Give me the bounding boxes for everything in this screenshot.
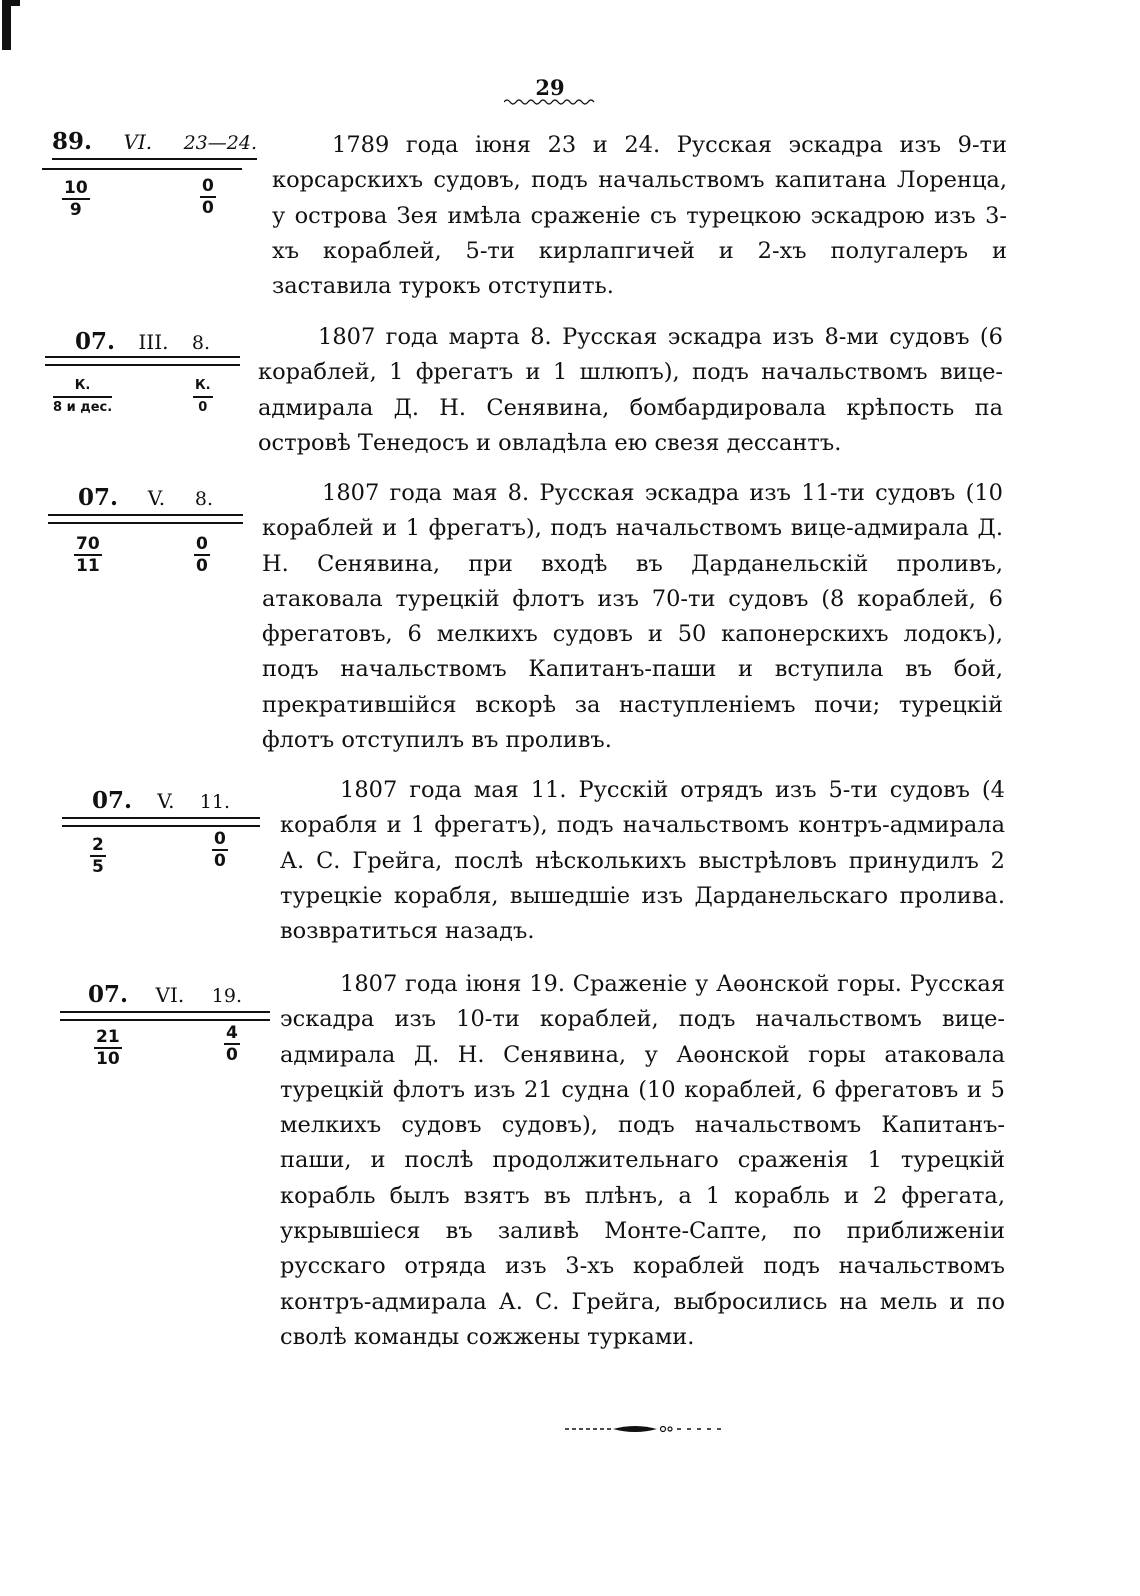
- margin-year: 07.: [92, 787, 133, 814]
- margin-day: 8.: [194, 488, 213, 510]
- margin-month: V.: [147, 486, 166, 510]
- entry-text: 1789 года іюня 23 и 24. Русская эскадра изъ 9-ти корсарскихъ судовъ, подъ начальствомъ капитана Лоренца, у острова Зея имѣла сраженіе съ турецкою эскадрою изъ 3-хъ кораблей, 5-ти кирлапгичей и 2-хъ полугалеръ и заставила турокъ отступить.: [272, 132, 1007, 300]
- losses-fraction-right: $\frac{0}{0}$: [214, 829, 226, 871]
- entry-text: 1807 года мая 11. Русскій отрядъ изъ 5-ти судовъ (4 корабля и 1 фрегатъ), подъ начальствомъ контръ-адмирала А. С. Грейга, послѣ нѣсколькихъ выстрѣловъ принудилъ 2 турецкіе корабля, вышедшіе изъ Дарданельскаго пролива. возвратиться назадъ.: [280, 777, 1005, 945]
- margin-note: [45, 328, 240, 428]
- margin-day: 19.: [211, 985, 242, 1007]
- losses-fraction-left: $\frac{70}{11}$: [76, 534, 100, 576]
- margin-rule: [45, 364, 240, 366]
- losses-fraction-left: К. 8 и дес.: [53, 378, 113, 415]
- margin-rule: [60, 1011, 270, 1013]
- margin-date: [52, 128, 257, 155]
- margin-date: [45, 328, 240, 355]
- margin-date: [48, 484, 243, 511]
- margin-rule: [48, 522, 243, 524]
- chronicle-entry: [0, 128, 1140, 308]
- margin-month: III.: [138, 330, 169, 354]
- margin-date: [62, 787, 260, 814]
- losses-fraction-right: $\frac{4}{0}$: [226, 1023, 238, 1065]
- margin-month: V.: [157, 789, 175, 813]
- margin-day: 8.: [191, 332, 210, 354]
- losses-fraction-right: $\frac{0}{0}$: [202, 176, 214, 218]
- entry-text: 1807 года мая 8. Русская эскадра изъ 11-ти судовъ (10 кораблей и 1 фрегатъ), подъ начальствомъ вице-адмирала Д. Н. Сенявина, при входѣ въ Дарданельскій проливъ, атаковала турецкій флотъ изъ 70-ти судовъ (8 кораблей, 6 фрегатовъ, 6 мелкихъ судовъ и 50 капонерскихъ лодокъ), подъ начальствомъ Капитанъ-паши и вступила въ бой, прекратившійся вскорѣ за наступленіемъ почи; турецкій флотъ отступилъ въ проливъ.: [262, 480, 1003, 754]
- end-ornament-icon: [565, 1423, 725, 1435]
- margin-month: VI.: [123, 130, 153, 154]
- chronicle-entry: [0, 320, 1140, 465]
- scan-edge-mark: [2, 0, 11, 50]
- losses-fraction-right: К. 0: [195, 378, 211, 415]
- margin-date: [60, 981, 270, 1008]
- margin-day: 11.: [199, 791, 230, 813]
- page-number: 29: [535, 75, 565, 100]
- entry-text: 1807 года іюня 19. Сраженіе у Аѳонской горы. Русская эскадра изъ 10-ти кораблей, подъ начальствомъ вице-адмирала Д. Н. Сенявина, у Аѳонской горы атаковала турецкій флотъ изъ 21 судна (10 кораблей, 6 фрегатовъ и 5 мелкихъ судовъ судовъ), подъ начальствомъ Капитанъ-паши, и послѣ продолжительнаго сраженія 1 турецкій корабль былъ взятъ въ плѣнъ, а 1 корабль и 2 фрегата, укрывшіеся въ заливѣ Монте-Сапте, по приближеніи русскаго отряда изъ 3-хъ кораблей подъ начальствомъ контръ-адмирала А. С. Грейга, выбросились на мель и по сволѣ команды сожжены турками.: [280, 971, 1005, 1350]
- margin-note: [52, 128, 257, 228]
- chronicle-entry: [0, 967, 1140, 1362]
- losses-fraction-left: $\frac{10}{9}$: [64, 178, 88, 220]
- losses-fraction-right: $\frac{0}{0}$: [196, 534, 208, 576]
- margin-year: 89.: [52, 128, 93, 155]
- wavy-ornament-icon: [504, 98, 596, 106]
- margin-rule: [60, 1019, 270, 1021]
- losses-fraction-left: $\frac{2}{5}$: [92, 835, 104, 877]
- margin-note: [60, 981, 270, 1081]
- chronicle-entry: [0, 773, 1140, 953]
- margin-note: [62, 787, 260, 887]
- margin-rule: [42, 168, 242, 170]
- entry-text: 1807 года марта 8. Русская эскадра изъ 8-ми судовъ (6 кораблей, 1 фрегатъ и 1 шлюпъ), подъ начальствомъ вице-адмирала Д. Н. Сенявина, бомбардировала крѣпость па островѣ Тенедосъ и овладѣла ею свезя дессантъ.: [258, 324, 1003, 456]
- margin-rule: [62, 817, 260, 819]
- margin-rule: [62, 825, 260, 827]
- margin-year: 07.: [88, 981, 129, 1008]
- margin-month: VI.: [155, 983, 185, 1007]
- margin-day: 23—24.: [183, 132, 257, 154]
- margin-rule: [45, 356, 240, 358]
- margin-year: 07.: [78, 484, 119, 511]
- chronicle-entry: [0, 476, 1140, 766]
- margin-rule: [48, 514, 243, 516]
- losses-fraction-left: $\frac{21}{10}$: [96, 1027, 120, 1069]
- margin-rule: [52, 158, 257, 160]
- margin-note: [48, 484, 243, 584]
- margin-year: 07.: [75, 328, 116, 355]
